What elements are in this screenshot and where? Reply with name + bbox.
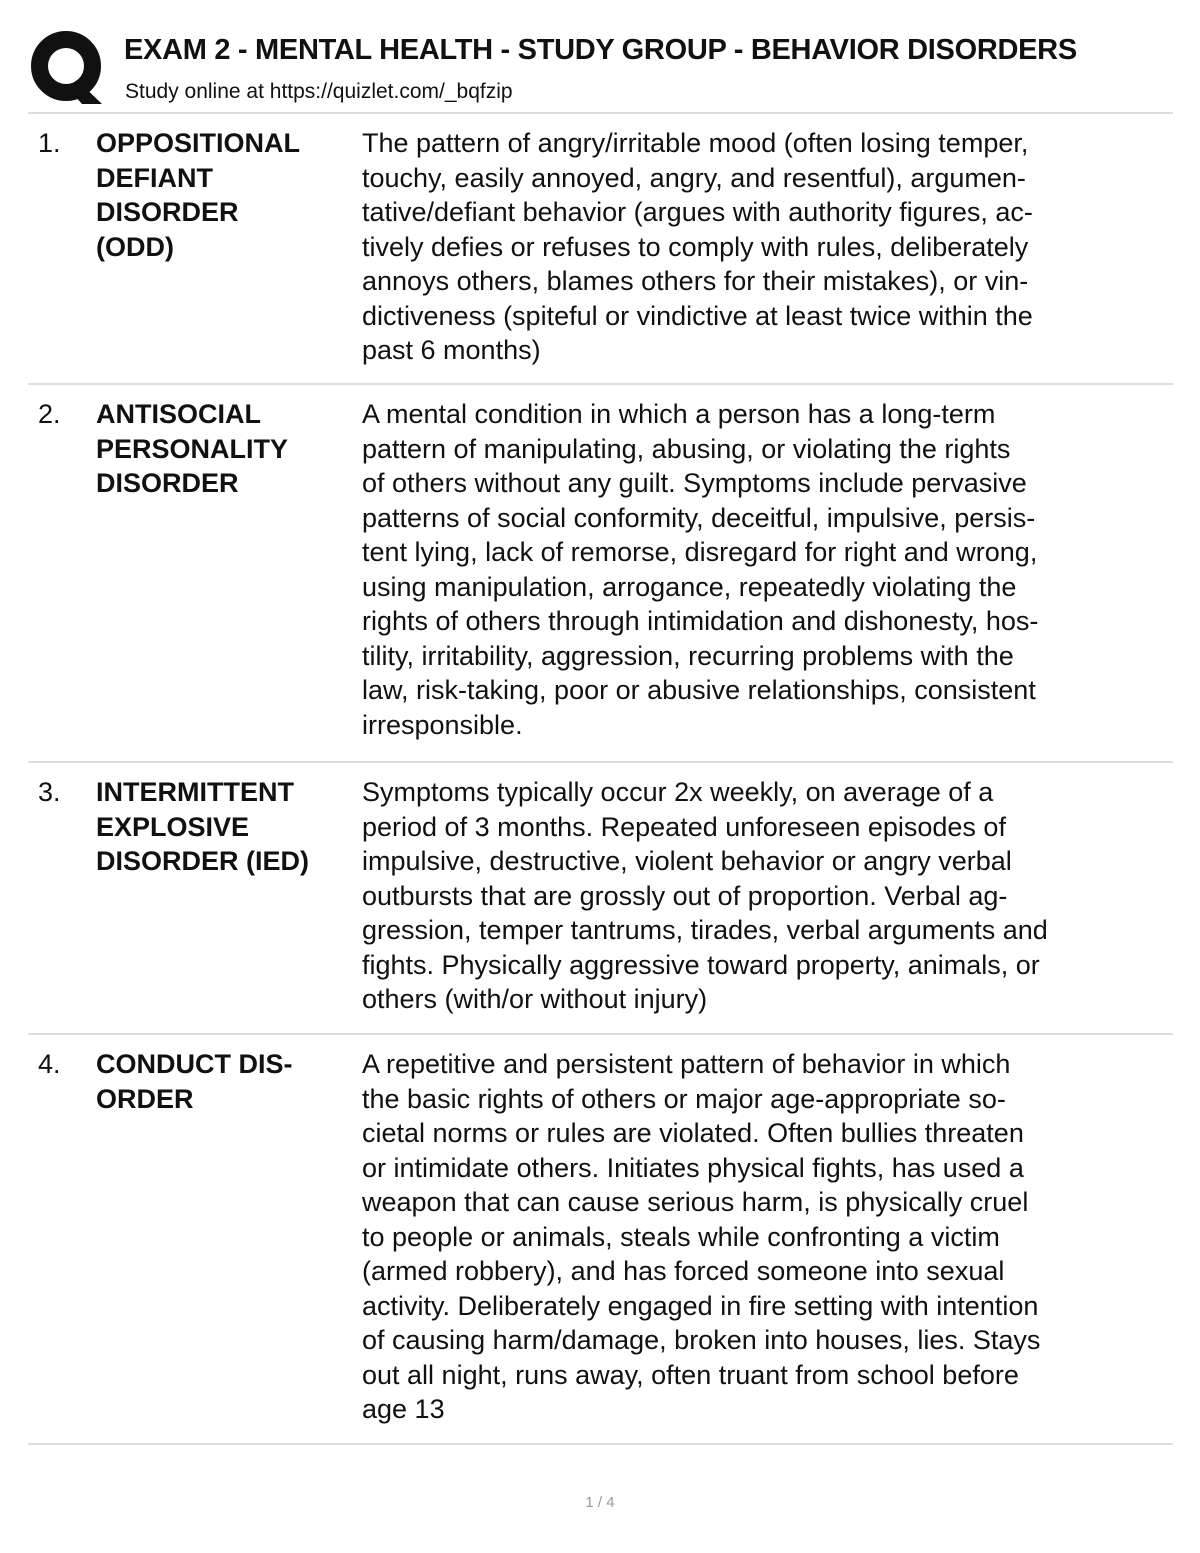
card-term — [96, 397, 356, 501]
term-line: OPPOSITIONAL — [96, 128, 301, 158]
definition-line: or intimidate others. Initiates physical fights, has used a — [362, 1152, 1024, 1183]
definition-line: tative/defiant behavior (argues with authority figures, ac- — [362, 197, 1033, 227]
term-line: CONDUCT DIS- — [96, 1049, 293, 1079]
card-number: 2. — [38, 399, 61, 429]
card-definition — [362, 126, 1167, 368]
card-divider — [28, 761, 1173, 763]
definition-line: of causing harm/damage, broken into houses, lies. Stays — [362, 1325, 1041, 1355]
term-line: ANTISOCIAL — [96, 399, 261, 429]
card-definition — [362, 775, 1167, 1017]
term-line: DEFIANT — [96, 162, 213, 193]
page-indicator: 1 / 4 — [585, 1494, 615, 1511]
definition-line: using manipulation, arrogance, repeatedly violating the — [362, 571, 1017, 602]
card-divider — [28, 1033, 1173, 1035]
definition-line: period of 3 months. Repeated unforeseen episodes of — [362, 811, 1006, 842]
card-definition — [362, 397, 1167, 742]
study-link[interactable]: Study online at https://quizlet.com/_bqfzip — [125, 80, 513, 103]
definition-line: impulsive, destructive, violent behavior or angry verbal — [362, 846, 1012, 876]
card-number: 3. — [38, 777, 61, 807]
term-line: DISORDER (IED) — [96, 846, 310, 876]
term-line: (ODD) — [96, 231, 174, 262]
definition-line: The pattern of angry/irritable mood (often losing temper, — [362, 128, 1029, 158]
definition-line: tility, irritability, aggression, recurring problems with the — [362, 640, 1014, 671]
definition-line: rights of others through intimidation and dishonesty, hos- — [362, 606, 1039, 636]
definition-line: dictiveness (spiteful or vindictive at least twice within the — [362, 300, 1033, 331]
definition-line: to people or animals, steals while confronting a victim — [362, 1221, 1000, 1252]
definition-line: fights. Physically aggressive toward property, animals, or — [362, 949, 1040, 980]
card-divider — [28, 1443, 1173, 1445]
term-line: INTERMITTENT — [96, 777, 294, 807]
card-term — [96, 775, 356, 879]
term-line: DISORDER — [96, 197, 239, 227]
definition-line: Symptoms typically occur 2x weekly, on average of a — [362, 777, 994, 807]
card-number: 4. — [38, 1049, 61, 1079]
card-number: 1. — [38, 128, 61, 158]
card-term — [96, 1047, 356, 1116]
definition-line: A repetitive and persistent pattern of behavior in which — [362, 1049, 1011, 1079]
definition-line: irresponsible. — [362, 709, 523, 740]
definition-line: touchy, easily annoyed, angry, and resentful), argumen- — [362, 162, 1026, 193]
card-divider — [28, 383, 1173, 385]
definition-line: out all night, runs away, often truant from school before — [362, 1359, 1019, 1390]
definition-line: tent lying, lack of remorse, disregard for right and wrong, — [362, 537, 1038, 567]
definition-line: A mental condition in which a person has a long-term — [362, 399, 996, 429]
definition-line: pattern of manipulating, abusing, or violating the rights — [362, 433, 1011, 464]
definition-line: outbursts that are grossly out of proportion. Verbal ag- — [362, 880, 1008, 911]
definition-line: (armed robbery), and has forced someone into sexual — [362, 1256, 1005, 1286]
term-line: DISORDER — [96, 468, 239, 498]
definition-line: weapon that can cause serious harm, is physically cruel — [362, 1187, 1029, 1217]
definition-line: tively defies or refuses to comply with rules, deliberately — [362, 231, 1029, 262]
page-title: EXAM 2 - MENTAL HEALTH - STUDY GROUP - BEHAVIOR DISORDERS — [124, 34, 1077, 66]
definition-line: of others without any guilt. Symptoms include pervasive — [362, 468, 1027, 498]
definition-line: others (with/or without injury) — [362, 984, 708, 1014]
card-term — [96, 126, 356, 264]
definition-line: the basic rights of others or major age-appropriate so- — [362, 1083, 1006, 1114]
definition-line: law, risk-taking, poor or abusive relationships, consistent — [362, 675, 1036, 705]
definition-line: gression, temper tantrums, tirades, verbal arguments and — [362, 915, 1048, 945]
definition-line: annoys others, blames others for their mistakes), or vin- — [362, 266, 1029, 296]
quizlet-q-logo-icon — [30, 30, 104, 104]
term-line: EXPLOSIVE — [96, 811, 250, 842]
term-line: PERSONALITY — [96, 433, 289, 464]
definition-line: age 13 — [362, 1394, 445, 1424]
header-divider — [28, 112, 1173, 114]
term-line: ORDER — [96, 1083, 194, 1114]
definition-line: past 6 months) — [362, 335, 541, 365]
definition-line: patterns of social conformity, deceitful, impulsive, persis- — [362, 502, 1036, 533]
card-definition — [362, 1047, 1167, 1427]
definition-line: cietal norms or rules are violated. Often bullies threaten — [362, 1118, 1024, 1148]
definition-line: activity. Deliberately engaged in fire setting with intention — [362, 1290, 1039, 1321]
